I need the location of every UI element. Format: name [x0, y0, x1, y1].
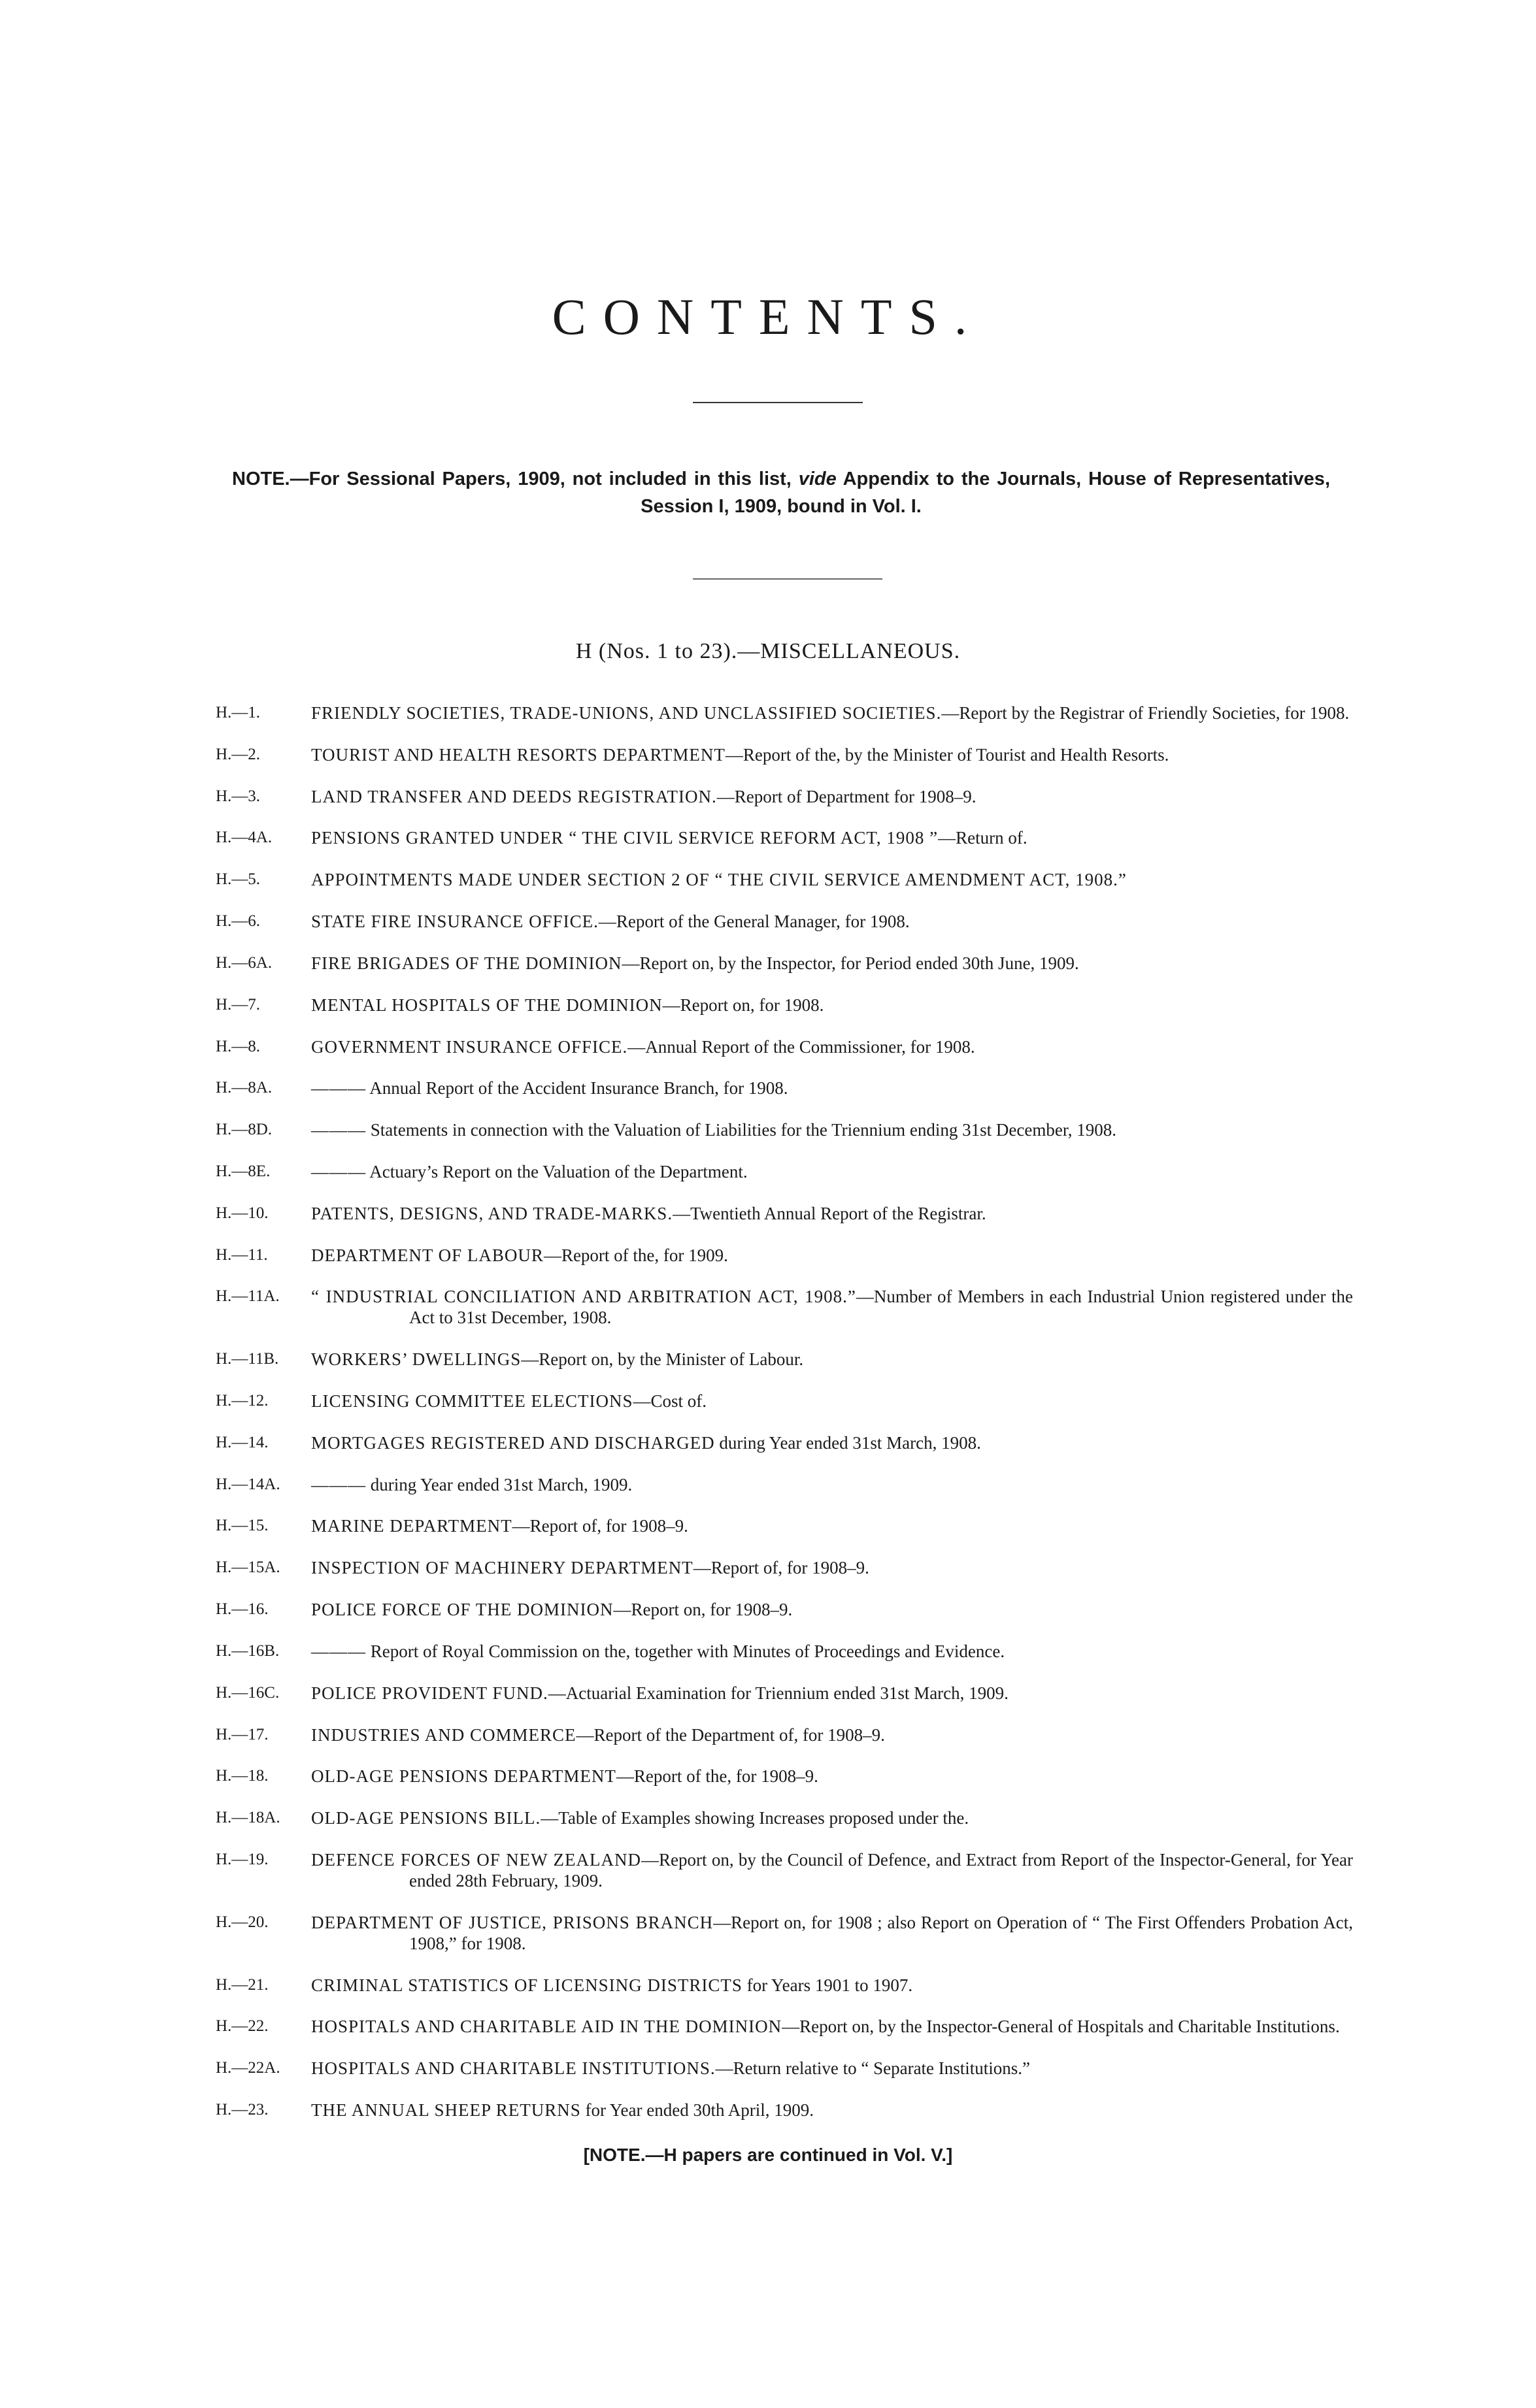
contents-entry: [216, 1036, 1353, 1057]
entry-code: H.—7.: [216, 995, 261, 1014]
entry-text: [311, 1724, 1353, 1745]
contents-entry: [216, 1912, 1353, 1954]
entry-description: —Report of Department for 1908–9.: [716, 786, 977, 806]
contents-entry: [216, 1161, 1353, 1182]
entry-code: H.—8E.: [216, 1162, 271, 1180]
contents-entry: [216, 1975, 1353, 1996]
entry-code: H.—22A.: [216, 2059, 280, 2077]
entry-text: [311, 953, 1353, 974]
contents-entry: [216, 1807, 1353, 1828]
entry-title: LICENSING COMMITTEE ELECTIONS: [311, 1391, 633, 1411]
entry-code: H.—18A.: [216, 1809, 280, 1827]
contents-entry: [216, 1849, 1353, 1891]
entry-text: [311, 1641, 1353, 1662]
entry-code: H.—17.: [216, 1725, 269, 1743]
entry-description: —Report on, by the Inspector, for Period ended 30th June, 1909.: [622, 953, 1079, 973]
contents-entry: [216, 2016, 1353, 2037]
contents-entry: [216, 702, 1353, 723]
entry-description: for Years 1901 to 1907.: [742, 1975, 913, 1995]
entry-description: —Table of Examples showing Increases proposed under the.: [541, 1808, 969, 1828]
entry-description: —Report on, for 1908 ; also Report on Operation of “ The First Offenders Probation Act, 1908,” for 1908.: [409, 1912, 1354, 1953]
note-suffix: Appendix to the Journals, House of Representatives, Session I, 1909, bound in Vol. I.: [641, 469, 1330, 517]
entry-title: PATENTS, DESIGNS, AND TRADE-MARKS.: [311, 1203, 673, 1223]
entry-text: [311, 744, 1353, 765]
entry-text: [311, 1557, 1353, 1578]
entry-description: —Report by the Registrar of Friendly Societies, for 1908.: [941, 703, 1350, 723]
entry-text: [311, 1766, 1353, 1787]
entry-description: —Cost of.: [633, 1391, 707, 1411]
entry-code: H.—12.: [216, 1392, 269, 1410]
entry-title: MARINE DEPARTMENT: [311, 1516, 512, 1536]
contents-entry: [216, 744, 1353, 765]
note-divider: [693, 578, 882, 580]
entry-text: [311, 1599, 1353, 1620]
contents-entry: [216, 1245, 1353, 1266]
entry-description: —Report of the, for 1908–9.: [616, 1766, 818, 1787]
contents-entry: [216, 786, 1353, 807]
entry-title: ———: [311, 1161, 366, 1181]
entry-description: —Report of the, for 1909.: [543, 1245, 728, 1265]
entry-title: OLD-AGE PENSIONS DEPARTMENT: [311, 1766, 616, 1787]
entry-code: H.—18.: [216, 1767, 269, 1785]
entry-title: DEFENCE FORCES OF NEW ZEALAND: [311, 1849, 641, 1870]
entry-code: H.—23.: [216, 2101, 269, 2119]
entry-text: [311, 1474, 1353, 1495]
entry-code: H.—8A.: [216, 1079, 273, 1097]
entry-title: “ INDUSTRIAL CONCILIATION AND ARBITRATION ACT, 1908.”: [311, 1287, 856, 1307]
entry-text: [311, 1286, 1353, 1328]
note-vide: vide: [798, 469, 837, 489]
entry-description: —Report on, by the Inspector-General of Hospitals and Charitable Institutions.: [782, 2017, 1340, 2037]
entry-description: —Return of.: [938, 828, 1027, 848]
entry-title: THE ANNUAL SHEEP RETURNS: [311, 2100, 581, 2120]
contents-entry: [216, 1599, 1353, 1620]
entry-code: H.—6.: [216, 912, 261, 931]
contents-list: [216, 702, 1353, 2120]
entry-text: [311, 2100, 1353, 2120]
entry-text: [311, 911, 1353, 932]
entry-text: [311, 702, 1353, 723]
contents-entry: [216, 2058, 1353, 2079]
entry-text: [311, 1912, 1353, 1954]
contents-entry: [216, 995, 1353, 1015]
entry-code: H.—10.: [216, 1204, 269, 1222]
entry-code: H.—14A.: [216, 1475, 280, 1493]
entry-title: FIRE BRIGADES OF THE DOMINION: [311, 953, 622, 973]
entry-description: —Report of, for 1908–9.: [512, 1516, 688, 1536]
entry-text: [311, 1849, 1353, 1891]
entry-title: MORTGAGES REGISTERED AND DISCHARGED: [311, 1432, 715, 1453]
entry-code: H.—1.: [216, 704, 261, 721]
entry-text: [311, 786, 1353, 807]
entry-title: STATE FIRE INSURANCE OFFICE.: [311, 912, 599, 932]
entry-code: H.—3.: [216, 787, 261, 805]
entry-code: H.—20.: [216, 1913, 269, 1931]
entry-code: H.—16B.: [216, 1641, 280, 1660]
entry-description: —Number of Members in each Industrial Union registered under the Act to 31st December, 1908.: [409, 1287, 1353, 1328]
entry-code: H.—11A.: [216, 1287, 280, 1306]
contents-entry: [216, 1432, 1353, 1453]
entry-title: OLD-AGE PENSIONS BILL.: [311, 1808, 541, 1828]
contents-entry: [216, 1557, 1353, 1578]
entry-title: POLICE FORCE OF THE DOMINION: [311, 1600, 614, 1620]
entry-text: [311, 1515, 1353, 1536]
entry-description: —Report of the, by the Minister of Tourist and Health Resorts.: [725, 744, 1169, 765]
section-heading: H (Nos. 1 to 23).—MISCELLANEOUS.: [575, 639, 961, 663]
entry-text: [311, 1036, 1353, 1057]
contents-entry: [216, 1078, 1353, 1098]
entry-description: —Report of, for 1908–9.: [693, 1558, 869, 1578]
contents-entry: [216, 1641, 1353, 1662]
entry-title: ———: [311, 1078, 366, 1098]
contents-entry: [216, 1683, 1353, 1704]
entry-code: H.—19.: [216, 1850, 269, 1868]
entry-title: INSPECTION OF MACHINERY DEPARTMENT: [311, 1558, 693, 1578]
entry-code: H.—2.: [216, 745, 261, 763]
entry-description: Statements in connection with the Valuation of Liabilities for the Triennium ending 31st December, 1908.: [366, 1120, 1116, 1140]
entry-code: H.—16.: [216, 1600, 269, 1619]
entry-title: POLICE PROVIDENT FUND.: [311, 1683, 548, 1703]
entry-code: H.—11B.: [216, 1350, 279, 1368]
entry-title: PENSIONS GRANTED UNDER “ THE CIVIL SERVICE REFORM ACT, 1908 ”: [311, 828, 939, 848]
entry-title: GOVERNMENT INSURANCE OFFICE.: [311, 1036, 628, 1057]
entry-title: TOURIST AND HEALTH RESORTS DEPARTMENT: [311, 744, 726, 765]
page-title: CONTENTS.: [552, 288, 984, 345]
entry-text: [311, 1975, 1353, 1996]
contents-entry: [216, 1119, 1353, 1140]
entry-code: H.—22.: [216, 2017, 269, 2036]
entry-text: [311, 1078, 1353, 1098]
entry-title: HOSPITALS AND CHARITABLE INSTITUTIONS.: [311, 2058, 716, 2079]
entry-description: —Return relative to “ Separate Institutions.”: [715, 2058, 1031, 2079]
entry-title: ———: [311, 1474, 366, 1494]
contents-entry: [216, 1349, 1353, 1370]
entry-text: [311, 1119, 1353, 1140]
contents-entry: [216, 911, 1353, 932]
entry-description: Report of Royal Commission on the, together with Minutes of Proceedings and Evidence.: [366, 1641, 1005, 1661]
entry-title: ———: [311, 1120, 366, 1140]
contents-entry: [216, 1391, 1353, 1411]
entry-text: [311, 1349, 1353, 1370]
entry-description: —Report on, by the Council of Defence, and Extract from Report of the Inspector-General, for Year ended 28th February, 1909.: [409, 1849, 1354, 1890]
entry-description: —Report on, for 1908.: [662, 995, 824, 1015]
entry-code: H.—4A.: [216, 829, 273, 847]
contents-entry: [216, 1286, 1353, 1328]
entry-text: [311, 1432, 1353, 1453]
entry-title: CRIMINAL STATISTICS OF LICENSING DISTRICTS: [311, 1975, 743, 1995]
contents-entry: [216, 1515, 1353, 1536]
sessional-papers-note: [232, 465, 1330, 520]
entry-text: [311, 2016, 1353, 2037]
contents-entry: [216, 869, 1353, 890]
note-prefix: NOTE.—For Sessional Papers, 1909, not included in this list,: [232, 469, 799, 489]
contents-entry: [216, 1203, 1353, 1224]
entry-title: MENTAL HOSPITALS OF THE DOMINION: [311, 995, 663, 1015]
entry-title: LAND TRANSFER AND DEEDS REGISTRATION.: [311, 786, 717, 806]
entry-text: [311, 827, 1353, 848]
entry-title: DEPARTMENT OF JUSTICE, PRISONS BRANCH: [311, 1912, 714, 1932]
entry-text: [311, 995, 1353, 1015]
contents-entry: [216, 1474, 1353, 1495]
entry-title: APPOINTMENTS MADE UNDER SECTION 2 OF “ THE CIVIL SERVICE AMENDMENT ACT, 1908.”: [311, 870, 1127, 890]
entry-code: H.—5.: [216, 870, 261, 889]
entry-description: —Report of the General Manager, for 1908.: [598, 912, 910, 932]
footer-note: [NOTE.—H papers are continued in Vol. V.]: [583, 2145, 953, 2165]
entry-code: H.—21.: [216, 1975, 269, 1994]
entry-text: [311, 1391, 1353, 1411]
entry-title: FRIENDLY SOCIETIES, TRADE-UNIONS, AND UNCLASSIFIED SOCIETIES.: [311, 703, 942, 723]
entry-description: —Report of the Department of, for 1908–9.: [576, 1724, 885, 1745]
entry-description: —Twentieth Annual Report of the Registrar.: [673, 1203, 986, 1223]
entry-code: H.—8.: [216, 1037, 261, 1055]
entry-title: ———: [311, 1641, 366, 1661]
entry-code: H.—15A.: [216, 1559, 280, 1577]
entry-text: [311, 1245, 1353, 1266]
title-divider: [693, 402, 863, 403]
entry-title: INDUSTRIES AND COMMERCE: [311, 1724, 576, 1745]
entry-code: H.—8D.: [216, 1121, 273, 1139]
entry-title: WORKERS’ DWELLINGS: [311, 1349, 522, 1370]
entry-text: [311, 2058, 1353, 2079]
entry-text: [311, 1807, 1353, 1828]
entry-code: H.—11.: [216, 1245, 268, 1264]
entry-description: —Report on, for 1908–9.: [613, 1600, 793, 1620]
entry-code: H.—6A.: [216, 953, 273, 972]
entry-text: [311, 1203, 1353, 1224]
contents-entry: [216, 827, 1353, 848]
entry-description: Actuary’s Report on the Valuation of the Department.: [366, 1161, 748, 1181]
contents-entry: [216, 1766, 1353, 1787]
entry-code: H.—14.: [216, 1433, 269, 1451]
entry-description: —Annual Report of the Commissioner, for 1908.: [627, 1036, 975, 1057]
entry-title: HOSPITALS AND CHARITABLE AID IN THE DOMINION: [311, 2017, 782, 2037]
entry-code: H.—16C.: [216, 1683, 280, 1702]
entry-title: DEPARTMENT OF LABOUR: [311, 1245, 544, 1265]
entry-description: during Year ended 31st March, 1909.: [366, 1474, 633, 1494]
contents-entry: [216, 953, 1353, 974]
contents-entry: [216, 1724, 1353, 1745]
entry-description: —Actuarial Examination for Triennium ended 31st March, 1909.: [548, 1683, 1009, 1703]
entry-description: for Year ended 30th April, 1909.: [580, 2100, 814, 2120]
entry-text: [311, 869, 1353, 890]
entry-text: [311, 1683, 1353, 1704]
entry-description: during Year ended 31st March, 1908.: [714, 1432, 981, 1453]
entry-text: [311, 1161, 1353, 1182]
entry-description: —Report on, by the Minister of Labour.: [521, 1349, 804, 1370]
contents-entry: [216, 2100, 1353, 2120]
entry-code: H.—15.: [216, 1517, 269, 1535]
entry-description: Annual Report of the Accident Insurance Branch, for 1908.: [366, 1078, 788, 1098]
